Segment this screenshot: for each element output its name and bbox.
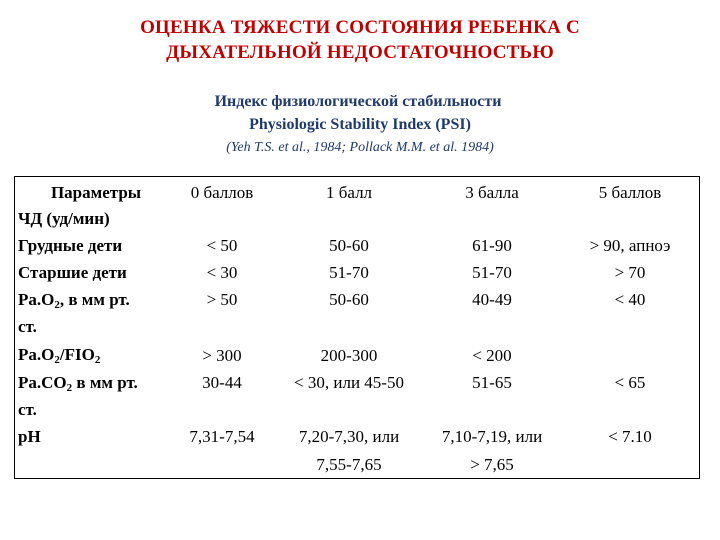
score1-pao2: 50-60 [329,290,369,309]
score3-pf: < 200 [472,346,512,365]
score1-ph-line-1: 7,20-7,30, или [298,427,400,446]
score5-paco2: < 65 [614,373,646,392]
param-pao2-fio2: $Pa.O_2/FIO_2$ [18,345,101,366]
page-title-line-2: ДЫХАТЕЛЬНОЙ НЕДОСТАТОЧНОСТЬЮ [166,42,554,63]
score5-infants: > 90, апноэ [589,236,671,255]
score3-pao2: 40-49 [472,290,512,309]
header-score-3: 3 балла [465,183,519,202]
param-older: Старшие дети [18,263,127,282]
score3-infants: 61-90 [472,236,512,255]
param-paco2: $Pa.CO_2$ в мм рт. [18,373,138,394]
score5-older: > 70 [614,263,646,282]
param-pao2-unit-cont: ст. [18,317,37,336]
header-score-1: 1 балл [325,183,373,202]
score0-ph: 7,31-7,54 [189,427,255,446]
score1-infants: 50-60 [329,236,369,255]
score1-paco2: < 30, или 45-50 [294,373,404,392]
param-ph: pH [18,427,41,446]
score3-paco2: 51-65 [472,373,512,392]
score3-older: 51-70 [472,263,512,282]
header-score-0: 0 баллов [190,183,254,202]
score0-older: < 30 [206,263,238,282]
score0-pf: > 300 [202,346,242,365]
score5-pao2: < 40 [614,290,646,309]
score5-ph: < 7.10 [608,427,652,446]
score3-ph-line-1: 7,10-7,19, или [441,427,543,446]
param-pao2: $Pa.O_2$, в мм рт. [18,290,130,311]
param-infants: Грудные дети [18,236,123,255]
score1-pf: 200-300 [320,346,378,365]
param-paco2-unit-cont: ст. [18,400,37,419]
subtitle-russian: Индекс физиологической стабильности [214,93,502,110]
score0-pao2: > 50 [206,290,238,309]
score0-paco2: 30-44 [202,373,242,392]
reference-citation: (Yeh T.S. et al., 1984; Pollack M.M. et al. 1984) [226,140,494,155]
score3-ph-line-2: > 7,65 [470,455,514,474]
score0-infants: < 50 [206,236,238,255]
header-params: Параметры [50,183,142,202]
score1-older: 51-70 [329,263,369,282]
score1-ph-line-2: 7,55-7,65 [316,455,382,474]
page-title-line-1: ОЦЕНКА ТЯЖЕСТИ СОСТОЯНИЯ РЕБЕНКА С [140,17,580,38]
subtitle-english: Physiologic Stability Index (PSI) [249,116,471,133]
header-score-5: 5 баллов [598,183,662,202]
param-hr: ЧД (уд/мин) [18,209,110,228]
